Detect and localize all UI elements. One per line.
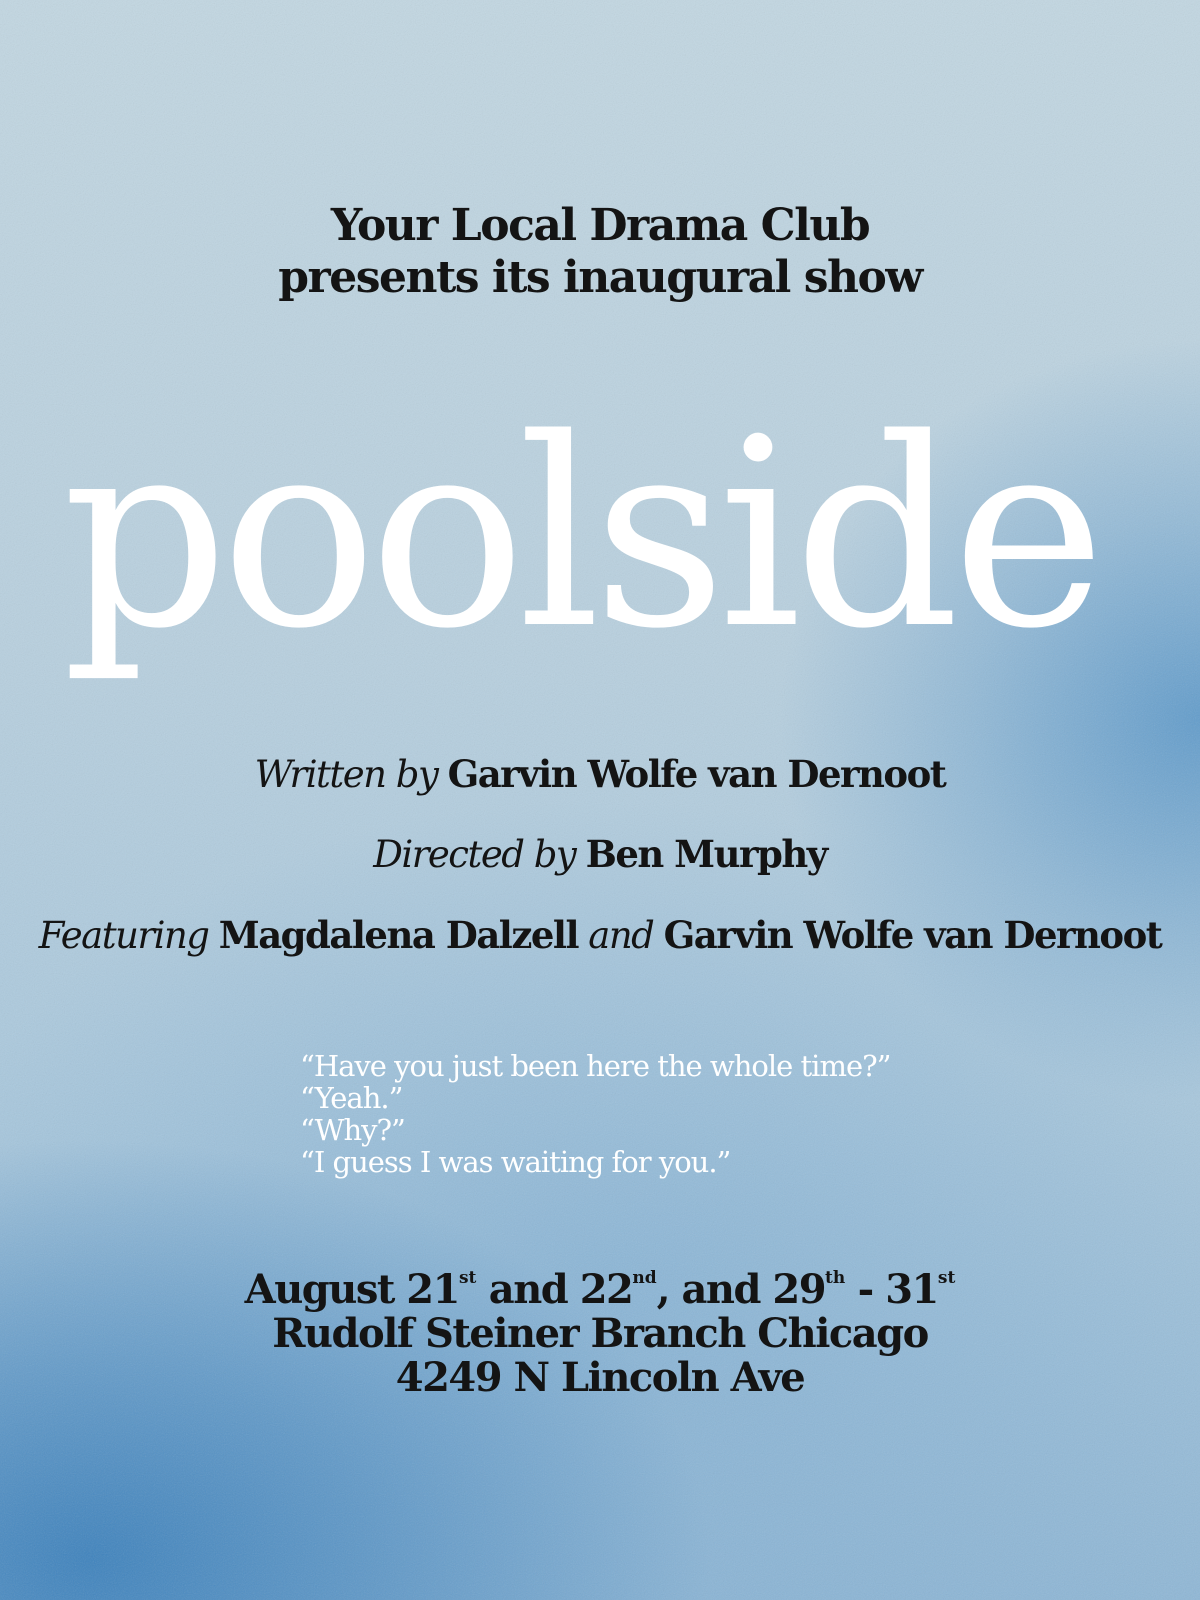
- presenter-heading: [0, 200, 1200, 304]
- dates-sup-2: nd: [632, 1268, 657, 1288]
- presenter-line-1: Your Local Drama Club: [330, 200, 870, 251]
- show-title: poolside: [62, 384, 1098, 686]
- quote-line: “Have you just been here the whole time?”: [300, 1049, 891, 1083]
- writer-name: Garvin Wolfe van Dernoot: [447, 752, 946, 796]
- dates-part-2: and 22: [476, 1266, 633, 1313]
- quote-line: “Yeah.”: [300, 1081, 403, 1115]
- venue-name: Rudolf Steiner Branch Chicago: [272, 1310, 928, 1357]
- featuring-credit: [0, 913, 1200, 958]
- show-details: [0, 1268, 1200, 1400]
- featuring-and: and: [588, 914, 654, 957]
- quote-block: [300, 1050, 891, 1178]
- dates-sup-4: st: [937, 1268, 956, 1288]
- quote-line: “I guess I was waiting for you.”: [300, 1145, 731, 1179]
- presenter-line-2: presents its inaugural show: [278, 252, 922, 303]
- show-dates: [0, 1268, 1200, 1312]
- directed-by-label: Directed by: [373, 833, 576, 876]
- directed-by-credit: [0, 832, 1200, 877]
- written-by-label: Written by: [254, 753, 438, 796]
- venue-address: 4249 N Lincoln Ave: [395, 1354, 805, 1401]
- dates-part-3: , and 29: [656, 1266, 826, 1313]
- cast-name-2: Garvin Wolfe van Dernoot: [663, 913, 1162, 957]
- director-name: Ben Murphy: [585, 832, 827, 876]
- dates-part-1: August 21: [244, 1266, 459, 1313]
- dates-sup-1: st: [458, 1268, 477, 1288]
- cast-name-1: Magdalena Dalzell: [218, 913, 579, 957]
- dates-sup-3: th: [825, 1268, 846, 1288]
- quote-line: “Why?”: [300, 1113, 405, 1147]
- featuring-label: Featuring: [38, 914, 209, 957]
- written-by-credit: [0, 752, 1200, 797]
- dates-part-4: - 31: [845, 1266, 938, 1313]
